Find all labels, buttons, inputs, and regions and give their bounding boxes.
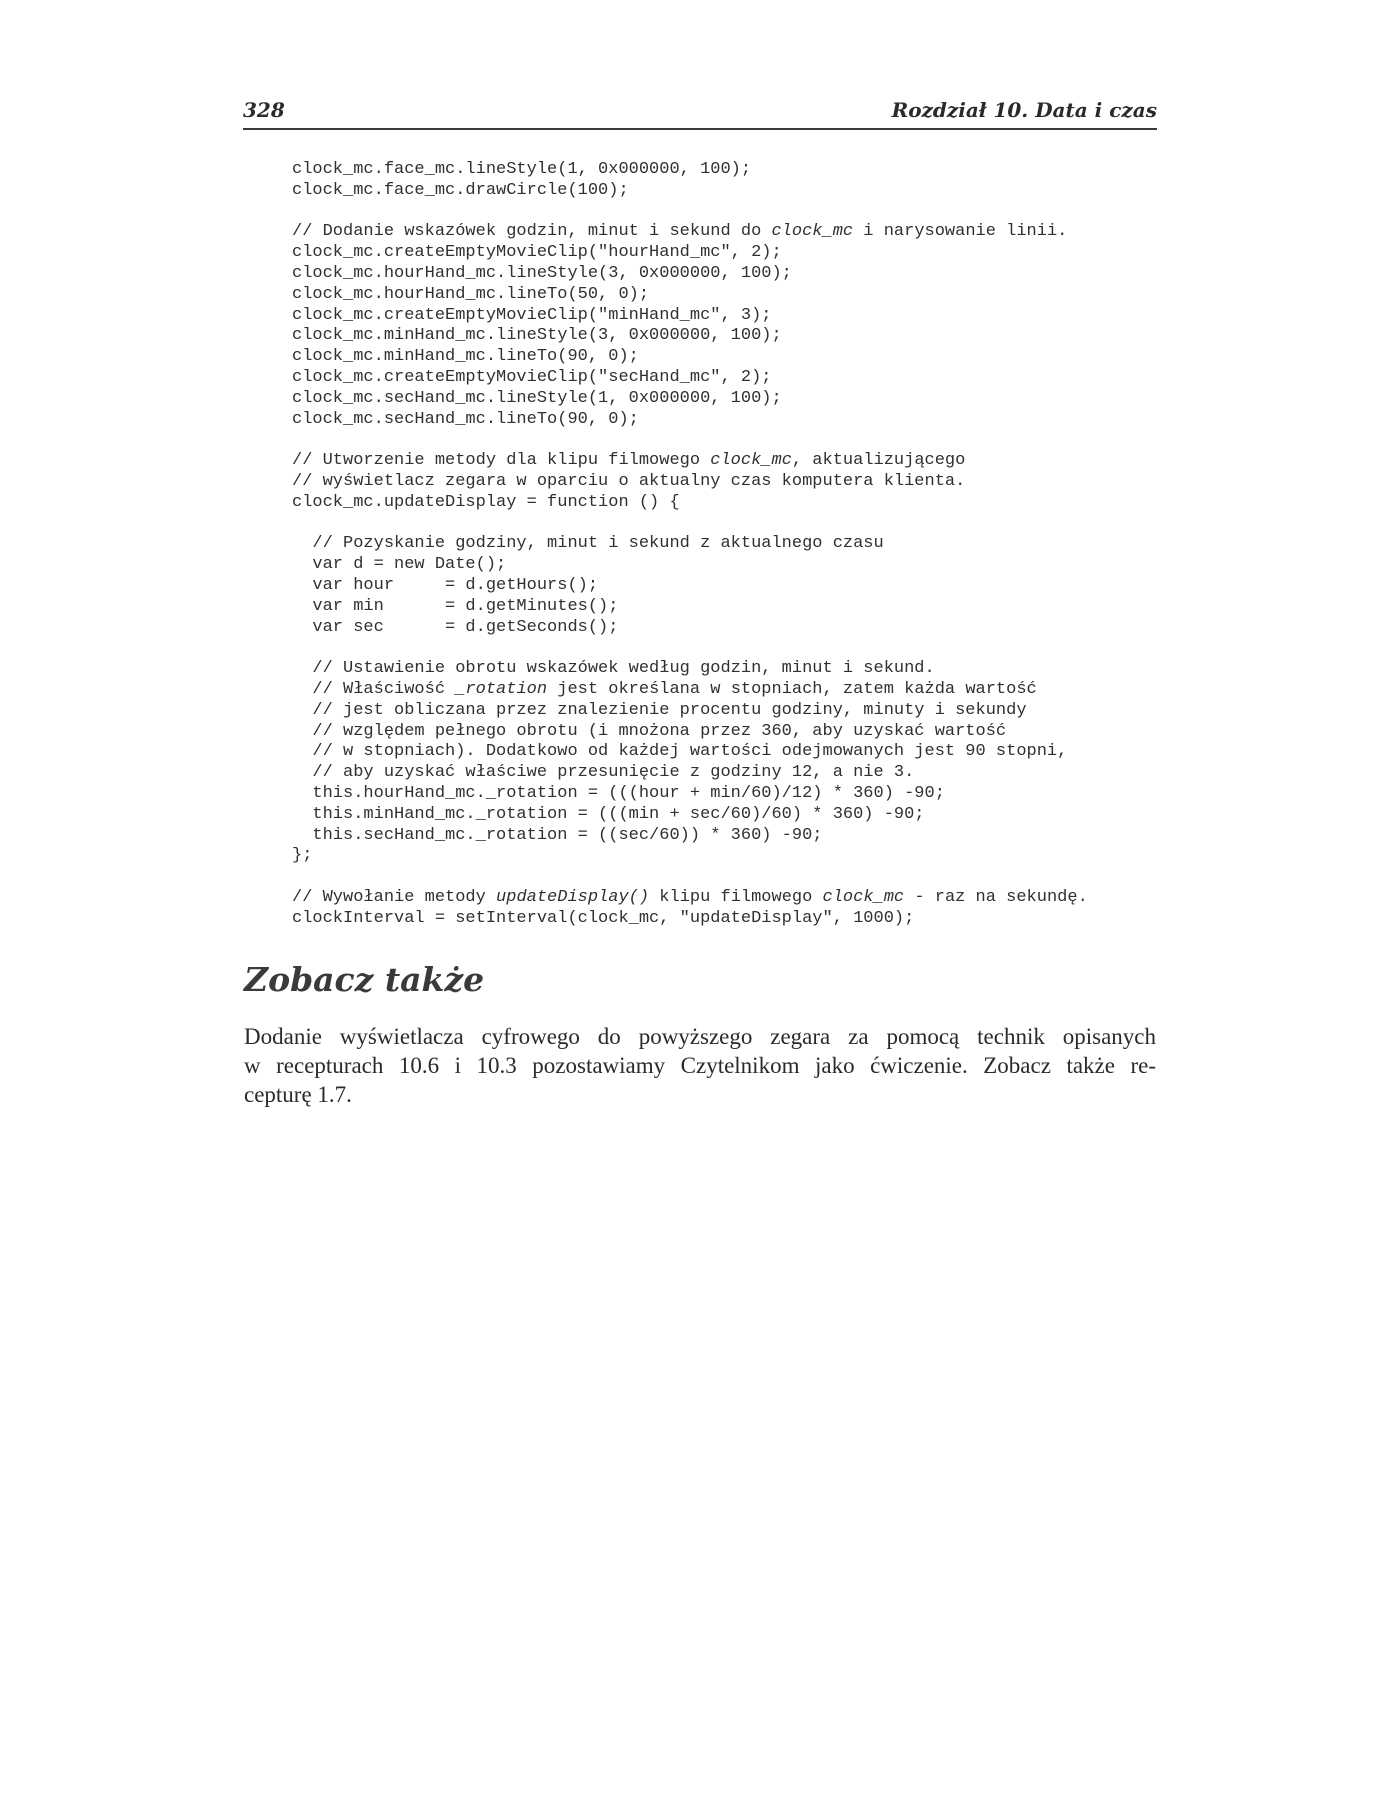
code-text: // jest obliczana przez znalezienie procentu godziny, minuty i sekundy xyxy=(292,700,1027,720)
code-text: clock_mc.createEmptyMovieClip("minHand_mc", 3); xyxy=(292,305,772,325)
code-text: }; xyxy=(292,846,313,866)
running-head: Rozdział 10. Data i czas xyxy=(891,98,1157,122)
page-number: 328 xyxy=(243,98,285,122)
code-line xyxy=(292,410,1172,431)
code-text: this.minHand_mc._rotation = (((min + sec/60)/60) * 360) -90; xyxy=(292,804,925,824)
code-text: clock_mc.createEmptyMovieClip("secHand_mc", 2); xyxy=(292,367,772,387)
code-text: - raz na sekundę. xyxy=(904,887,1088,907)
code-text: var min = d.getMinutes(); xyxy=(292,596,619,616)
code-text: , aktualizującego xyxy=(791,451,966,471)
code-line xyxy=(292,826,1172,847)
code-blank-line xyxy=(292,638,1172,659)
code-blank-line xyxy=(292,202,1172,223)
code-text: this.hourHand_mc._rotation = (((hour + min/60)/12) * 360) -90; xyxy=(292,783,945,803)
code-line xyxy=(292,909,1172,930)
code-line xyxy=(292,680,1172,701)
code-text: clock_mc.face_mc.lineStyle(1, 0x000000, 100); xyxy=(292,160,752,179)
code-line xyxy=(292,763,1172,784)
code-line xyxy=(292,306,1172,327)
code-line xyxy=(292,472,1172,493)
code-line xyxy=(292,264,1172,285)
code-text: // w stopniach). Dodatkowo od każdej wartości odejmowanych jest 90 stopni, xyxy=(292,742,1068,762)
paragraph-line: w recepturach 10.6 i 10.3 pozostawiamy Czytelnikom jako ćwiczenie. Zobacz także re- xyxy=(244,1053,1156,1078)
code-line xyxy=(292,597,1172,618)
code-line xyxy=(292,722,1172,743)
code-line xyxy=(292,493,1172,514)
code-text: clock_mc.secHand_mc.lineTo(90, 0); xyxy=(292,409,639,429)
code-listing xyxy=(292,160,1172,929)
code-line xyxy=(292,389,1172,410)
code-line xyxy=(292,659,1172,680)
code-line xyxy=(292,285,1172,306)
code-line xyxy=(292,701,1172,722)
code-line xyxy=(292,805,1172,826)
code-line xyxy=(292,846,1172,867)
code-text: // Wywołanie metody xyxy=(292,887,497,907)
code-line xyxy=(292,888,1172,909)
code-text: // względem pełnego obrotu (i mnożona przez 360, aby uzyskać wartość xyxy=(292,721,1007,741)
code-text: clock_mc.hourHand_mc.lineStyle(3, 0x000000, 100); xyxy=(292,263,792,283)
code-text: jest określana w stopniach, zatem każda wartość xyxy=(547,679,1037,699)
code-line xyxy=(292,576,1172,597)
code-line xyxy=(292,784,1172,805)
code-text: i narysowanie linii. xyxy=(853,222,1068,242)
code-text: clockInterval = setInterval(clock_mc, "updateDisplay", 1000); xyxy=(292,908,915,928)
code-line xyxy=(292,181,1172,202)
code-text: clock_mc.createEmptyMovieClip("hourHand_mc", 2); xyxy=(292,243,782,263)
paragraph-line: cepturę 1.7. xyxy=(244,1082,352,1107)
page-header xyxy=(243,94,1157,130)
code-identifier: clock_mc xyxy=(822,887,905,907)
code-identifier: clock_mc xyxy=(710,451,792,471)
code-line xyxy=(292,555,1172,576)
code-line xyxy=(292,222,1172,243)
code-line xyxy=(292,618,1172,639)
code-text: // Właściwość xyxy=(292,679,456,699)
code-blank-line xyxy=(292,867,1172,888)
code-text: clock_mc.updateDisplay = function () { xyxy=(292,492,680,512)
code-text: // Utworzenie metody dla klipu filmowego xyxy=(292,451,711,471)
code-text: clock_mc.minHand_mc.lineStyle(3, 0x000000, 100); xyxy=(292,326,782,346)
code-identifier: _rotation xyxy=(455,679,548,699)
code-text: klipu filmowego xyxy=(649,887,823,907)
code-text: clock_mc.secHand_mc.lineStyle(1, 0x000000, 100); xyxy=(292,388,782,408)
code-text: // Pozyskanie godziny, minut i sekund z aktualnego czasu xyxy=(292,534,884,554)
code-line xyxy=(292,160,1172,181)
code-text: // wyświetlacz zegara w oparciu o aktualny czas komputera klienta. xyxy=(292,471,966,491)
section-heading: Zobacz także xyxy=(244,960,485,999)
code-line xyxy=(292,243,1172,264)
code-blank-line xyxy=(292,430,1172,451)
body-paragraph xyxy=(244,1022,1156,1109)
code-identifier: updateDisplay() xyxy=(496,887,650,907)
code-line xyxy=(292,326,1172,347)
code-blank-line xyxy=(292,514,1172,535)
code-text: clock_mc.face_mc.drawCircle(100); xyxy=(292,180,629,200)
code-line xyxy=(292,451,1172,472)
code-text: var d = new Date(); xyxy=(292,555,507,575)
code-text: var hour = d.getHours(); xyxy=(292,575,599,595)
code-text: clock_mc.minHand_mc.lineTo(90, 0); xyxy=(292,347,639,367)
code-line xyxy=(292,368,1172,389)
code-text: // aby uzyskać właściwe przesunięcie z godziny 12, a nie 3. xyxy=(292,763,915,783)
code-identifier: clock_mc xyxy=(771,222,854,242)
code-line xyxy=(292,742,1172,763)
code-text: // Dodanie wskazówek godzin, minut i sekund do xyxy=(292,222,772,242)
code-text: var sec = d.getSeconds(); xyxy=(292,617,619,637)
code-line xyxy=(292,347,1172,368)
code-text: this.secHand_mc._rotation = ((sec/60)) * 360) -90; xyxy=(292,825,823,845)
code-line xyxy=(292,534,1172,555)
code-text: clock_mc.hourHand_mc.lineTo(50, 0); xyxy=(292,284,650,304)
code-text: // Ustawienie obrotu wskazówek według godzin, minut i sekund. xyxy=(292,659,935,679)
paragraph-line: Dodanie wyświetlacza cyfrowego do powyższego zegara za pomocą technik opisanych xyxy=(244,1024,1156,1049)
